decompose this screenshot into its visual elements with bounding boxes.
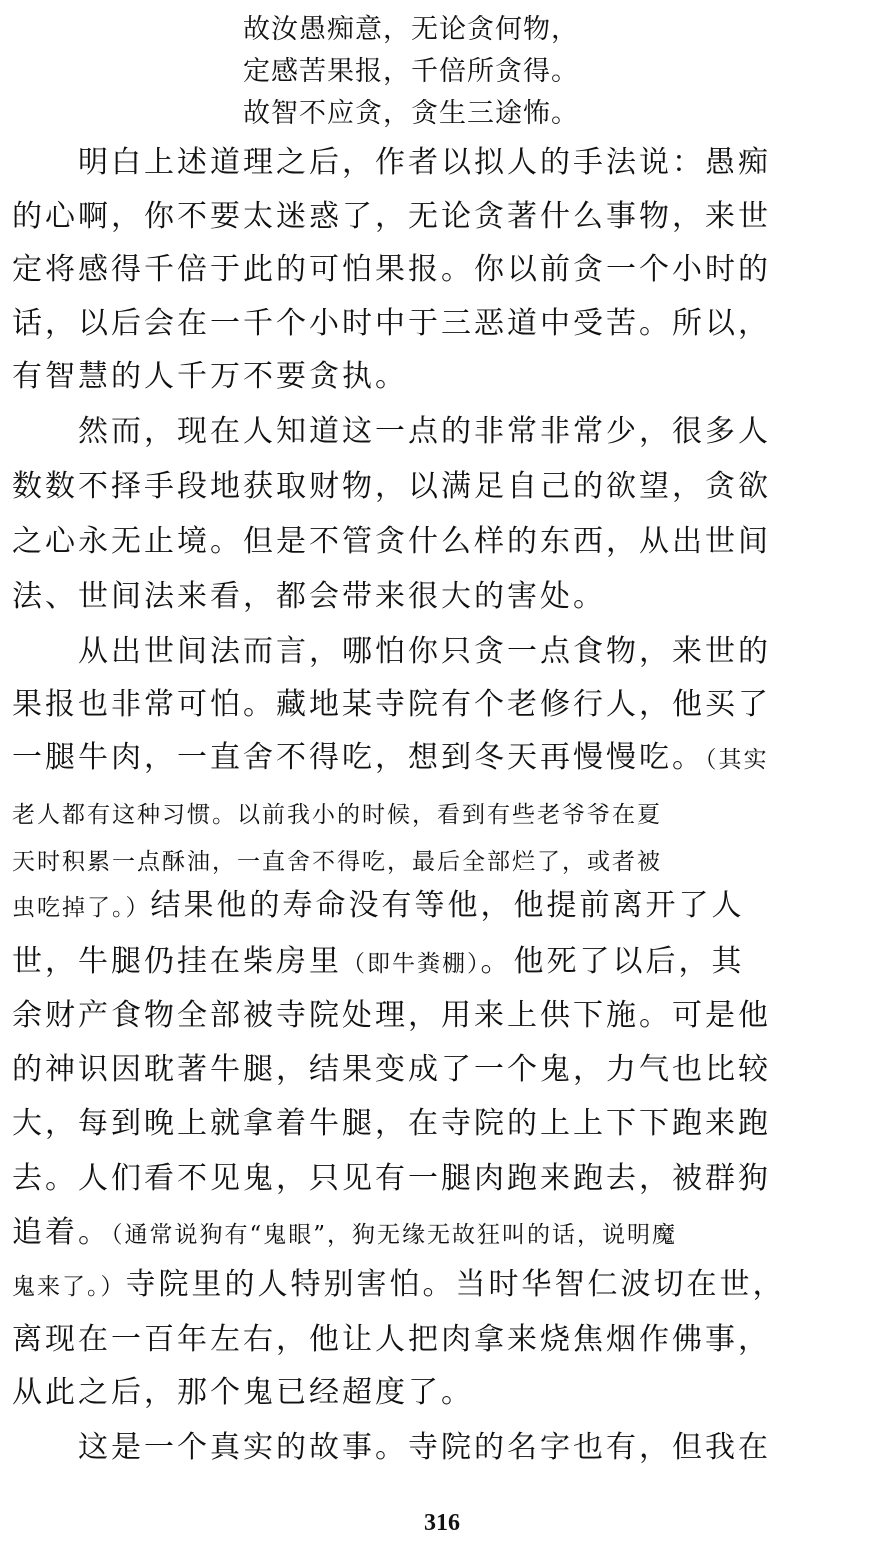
annotation-line: 天时积累一点酥油，一直舍不得吃，最后全部烂了，或者被	[12, 849, 662, 875]
body-line: 话，以后会在一千个小时中于三恶道中受苦。所以，	[12, 306, 771, 341]
body-line: 余财产食物全部被寺院处理，用来上供下施。可是他	[12, 998, 771, 1033]
body-text: 寺院里的人特别害怕。当时华智仁波切在世，	[125, 1267, 786, 1302]
body-line: 大，每到晚上就拿着牛腿，在寺院的上上下下跑来跑	[12, 1106, 771, 1141]
annotation-line: 老人都有这种习惯。以前我小的时候，看到有些老爷爷在夏	[12, 802, 662, 828]
body-line	[12, 1265, 874, 1307]
body-line: 这是一个真实的故事。寺院的名字也有，但我在	[12, 1430, 771, 1465]
verse-line-3: 故智不应贪，贪生三途怖。	[243, 98, 579, 129]
body-line: 离现在一百年左右，他让人把肉拿来烧焦烟作佛事，	[12, 1322, 771, 1357]
body-text: 追着。	[12, 1215, 111, 1250]
body-line: 的神识因耽著牛腿，结果变成了一个鬼，力气也比较	[12, 1052, 771, 1087]
body-line	[12, 1213, 874, 1255]
verse-line-1: 故汝愚痴意，无论贪何物，	[243, 14, 579, 45]
body-line: 然而，现在人知道这一点的非常非常少，很多人	[12, 414, 771, 449]
body-line: 明白上述道理之后，作者以拟人的手法说：愚痴	[12, 145, 771, 180]
body-line: 法、世间法来看，都会带来很大的害处。	[12, 579, 606, 614]
body-line: 定将感得千倍于此的可怕果报。你以前贪一个小时的	[12, 252, 771, 287]
annotation-text: （即牛粪棚）	[342, 951, 481, 977]
body-line: 的心啊，你不要太迷惑了，无论贪著什么事物，来世	[12, 199, 771, 234]
annotation-text: （通常说狗有“鬼眼”，狗无缘无故狂叫的话，说明魔	[111, 1222, 678, 1248]
body-line: 从此之后，那个鬼已经超度了。	[12, 1375, 474, 1410]
body-line	[12, 886, 874, 928]
body-text: 世，牛腿仍挂在柴房里	[12, 944, 342, 979]
verse-line-2: 定感苦果报，千倍所贪得。	[243, 56, 579, 87]
body-line: 去。人们看不见鬼，只见有一腿肉跑来跑去，被群狗	[12, 1161, 771, 1196]
body-line: 有智慧的人千万不要贪执。	[12, 359, 408, 394]
body-text: 一腿牛肉，一直舍不得吃，想到冬天再慢慢吃。	[12, 740, 705, 775]
body-text: 。他死了以后，其	[480, 944, 745, 979]
body-line	[12, 942, 874, 984]
annotation-text: 鬼来了。）	[12, 1274, 126, 1300]
page-number: 316	[424, 1510, 460, 1536]
annotation-text: 虫吃掉了。）	[12, 895, 151, 921]
annotation-text: （其实	[705, 747, 769, 773]
body-line: 果报也非常可怕。藏地某寺院有个老修行人，他买了	[12, 687, 771, 722]
body-line	[12, 738, 874, 780]
body-line: 数数不择手段地获取财物，以满足自己的欲望，贪欲	[12, 469, 771, 504]
body-line: 从出世间法而言，哪怕你只贪一点食物，来世的	[12, 634, 771, 669]
body-text: 结果他的寿命没有等他，他提前离开了人	[150, 888, 745, 923]
body-line: 之心永无止境。但是不管贪什么样的东西，从出世间	[12, 524, 771, 559]
